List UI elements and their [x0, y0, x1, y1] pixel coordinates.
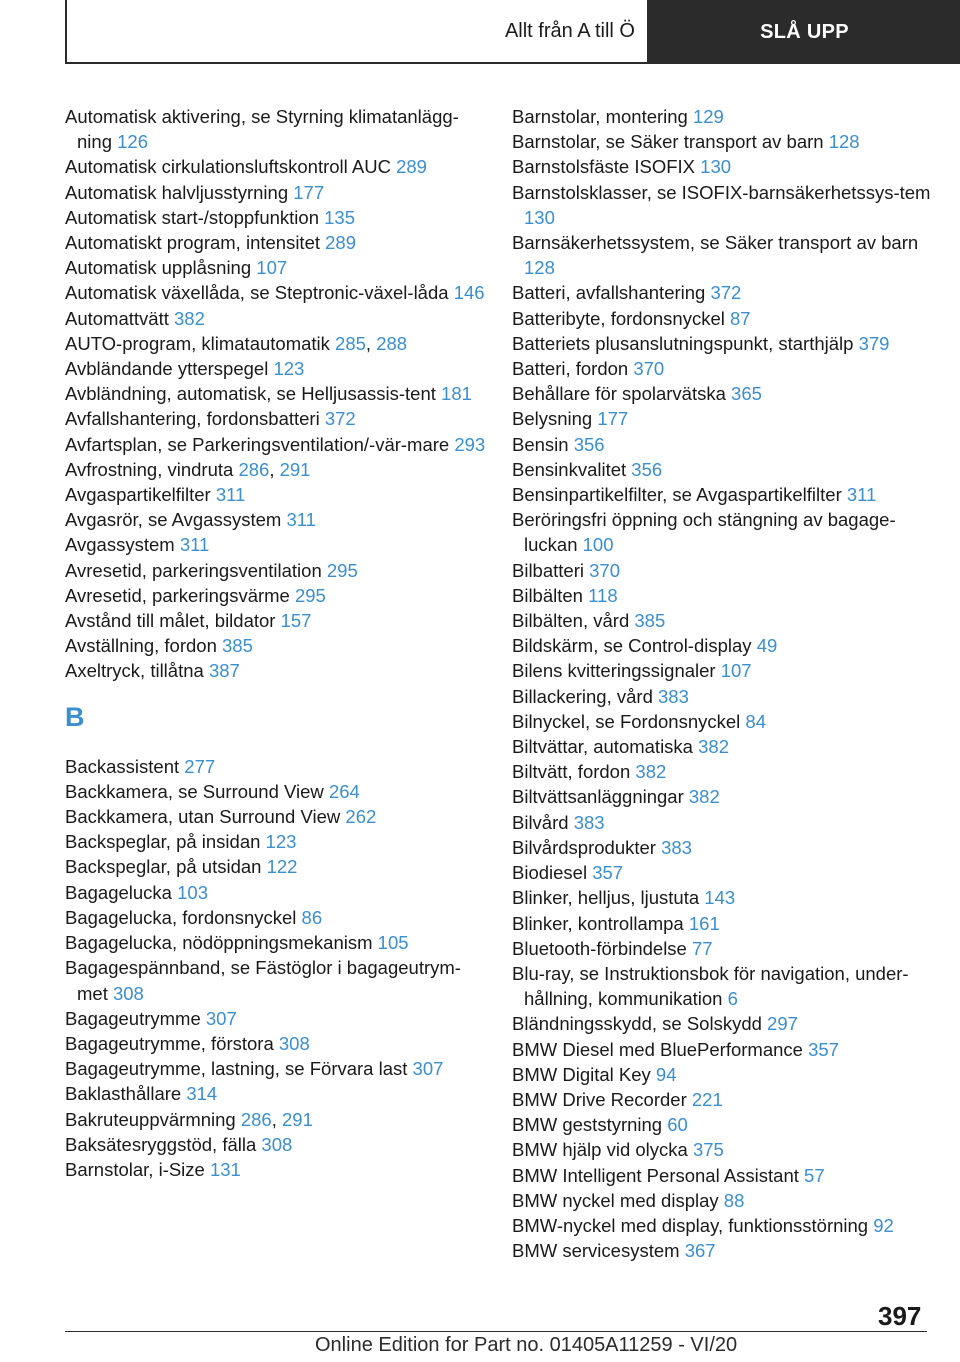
- index-entry-label: Avställning, fordon: [65, 635, 217, 657]
- index-entry: [65, 356, 490, 381]
- index-entry: [65, 1006, 490, 1031]
- top-navigation: [65, 0, 960, 64]
- index-entry: [512, 457, 942, 482]
- index-entry-label: Barnsäkerhetssystem, se Säker transport av barn: [512, 232, 919, 254]
- page-link[interactable]: 87: [730, 307, 751, 329]
- index-entry-label: Bilens kvitteringssignaler: [512, 660, 716, 682]
- index-entry: [512, 154, 942, 179]
- page-link[interactable]: 286: [238, 458, 270, 480]
- index-entry-label: Bilbatteri: [512, 559, 584, 581]
- index-entry-label: Backkamera, utan Surround View: [65, 806, 341, 828]
- index-entry-label: BMW Diesel med BluePerformance: [512, 1038, 803, 1060]
- page-link[interactable]: 126: [117, 131, 148, 153]
- page-link[interactable]: 311: [846, 484, 877, 506]
- page-link[interactable]: 264: [328, 780, 360, 802]
- index-entry: [512, 406, 942, 431]
- page-link[interactable]: 383: [661, 836, 692, 858]
- index-entry: [65, 104, 490, 154]
- index-entry: [65, 255, 490, 280]
- page-link[interactable]: 181: [441, 383, 472, 405]
- index-entry-label: Batteriets plusanslutningspunkt, starthjälp: [512, 332, 854, 354]
- index-entry: AUTO-program, klimatautomatik 285, 288: [65, 332, 408, 354]
- index-column-left: [65, 104, 490, 1182]
- index-entry: [512, 1062, 942, 1087]
- index-entry-label: Barnstolar, montering: [512, 106, 688, 127]
- index-entry: [512, 558, 942, 583]
- index-entry: [65, 854, 490, 879]
- page-link[interactable]: 161: [688, 912, 720, 934]
- index-entry: [512, 860, 942, 885]
- index-entry: [65, 779, 490, 804]
- index-entry: [65, 381, 490, 406]
- index-entry-label: BMW Drive Recorder: [512, 1088, 687, 1110]
- index-entry: [512, 810, 942, 835]
- index-entry: [512, 1238, 942, 1263]
- page-link[interactable]: 128: [828, 131, 860, 153]
- index-entry-label: Batteri, fordon: [512, 358, 629, 380]
- index-entry-label: Blinker, helljus, ljustuta: [512, 887, 700, 909]
- index-entry-label: Bilvård: [512, 811, 569, 833]
- page-link[interactable]: 177: [293, 181, 325, 203]
- page-link[interactable]: 356: [631, 458, 663, 480]
- page-link[interactable]: 143: [704, 887, 736, 909]
- page-link[interactable]: 289: [396, 156, 427, 178]
- page-link[interactable]: 382: [174, 307, 205, 329]
- index-entry-label: Avresetid, parkeringsvärme: [65, 584, 290, 606]
- index-entry-label: BMW Intelligent Personal Assistant: [512, 1164, 799, 1186]
- page-link[interactable]: 385: [222, 635, 253, 657]
- index-entry-label: Barnstolar, i-Size: [65, 1158, 205, 1180]
- index-entry-label: BMW geststyrning: [512, 1114, 663, 1136]
- index-entry: [65, 230, 490, 255]
- index-entry: Bakruteuppvärmning 286, 291: [65, 1108, 313, 1130]
- index-entry: [512, 658, 942, 683]
- page-link[interactable]: 118: [588, 584, 618, 606]
- index-entry: [65, 658, 490, 683]
- index-entry-label: Avbländning, automatisk, se Helljusassis-tent: [65, 383, 436, 405]
- index-entry-label: Belysning: [512, 408, 593, 430]
- index-entry-label: Avgaspartikelfilter: [65, 484, 211, 506]
- page-link[interactable]: 375: [692, 1139, 724, 1161]
- index-entry: [512, 1188, 942, 1213]
- page-link[interactable]: 277: [184, 755, 216, 777]
- page-link[interactable]: 130: [700, 156, 732, 178]
- index-entry-label: Avstånd till målet, bildator: [65, 610, 276, 632]
- index-entry: [512, 784, 942, 809]
- index-entry: [512, 759, 942, 784]
- index-entry-label: Baksätesryggstöd, fälla: [65, 1133, 257, 1155]
- index-entry: [65, 306, 490, 331]
- page-link[interactable]: 379: [858, 332, 890, 354]
- page-link[interactable]: 383: [573, 811, 605, 833]
- index-entry-label: Bensinkvalitet: [512, 458, 627, 480]
- index-entry: [512, 180, 942, 230]
- index-entry-label: Backassistent: [65, 755, 180, 777]
- index-entry-label: Bilbälten, vård: [512, 610, 630, 632]
- page-link[interactable]: 382: [698, 736, 729, 758]
- index-entry-label: Barnstolsfäste ISOFIX: [512, 156, 696, 178]
- index-entry-label: Automatisk upplåsning: [65, 257, 252, 279]
- index-entry-label: Avbländande ytterspegel: [65, 358, 269, 380]
- page-link[interactable]: 308: [112, 982, 144, 1004]
- index-entry: [65, 1056, 490, 1081]
- page-link[interactable]: 100: [582, 534, 614, 556]
- page-link[interactable]: 308: [278, 1032, 310, 1054]
- index-entry: [512, 432, 942, 457]
- page-link[interactable]: 94: [655, 1063, 677, 1085]
- page-link[interactable]: 383: [658, 685, 689, 707]
- index-entry: [65, 955, 490, 1005]
- page-link[interactable]: 107: [720, 660, 752, 682]
- index-entry-label: Bluetooth-förbindelse: [512, 937, 687, 959]
- index-entry-label: Beröringsfri öppning och stängning av bagage-luckan: [512, 509, 896, 556]
- page-link[interactable]: 123: [273, 358, 305, 380]
- index-entry: [512, 331, 942, 356]
- section-letter: B: [65, 701, 85, 732]
- index-entry-label: Bagagespännband, se Fästöglor i bagageutrym-met: [65, 957, 461, 1004]
- page-link[interactable]: 365: [731, 383, 762, 405]
- index-column-right: [512, 104, 942, 1263]
- page-link[interactable]: 297: [767, 1013, 798, 1035]
- page-link[interactable]: 129: [692, 106, 724, 127]
- page-link[interactable]: 128: [524, 257, 555, 279]
- index-entry: [512, 230, 942, 280]
- index-entry: [512, 885, 942, 910]
- page-link[interactable]: 382: [635, 761, 667, 783]
- index-entry-label: Bagageutrymme, lastning, se Förvara last: [65, 1058, 408, 1080]
- page-link[interactable]: 385: [634, 610, 666, 632]
- index-entry: [65, 829, 490, 854]
- index-entry-label: Avgassystem: [65, 534, 175, 556]
- page-link[interactable]: 60: [667, 1114, 688, 1136]
- index-entry-label: Avresetid, parkeringsventilation: [65, 559, 322, 581]
- index-entry: [65, 558, 490, 583]
- index-entry: [65, 180, 490, 205]
- page-link[interactable]: 86: [301, 906, 323, 928]
- page-link[interactable]: 295: [294, 584, 326, 606]
- index-entry-label: Blinker, kontrollampa: [512, 912, 684, 934]
- index-entry: [65, 608, 490, 633]
- index-entry: [512, 306, 942, 331]
- page-link[interactable]: 311: [215, 484, 246, 506]
- page-link[interactable]: 135: [324, 206, 355, 228]
- index-entry: [65, 154, 490, 179]
- footer-divider: [65, 1331, 927, 1332]
- index-entry: [512, 936, 942, 961]
- page-link[interactable]: 372: [710, 282, 742, 304]
- index-entry: [512, 129, 942, 154]
- index-entry-label: Batteribyte, fordonsnyckel: [512, 307, 725, 329]
- index-entry-label: Bildskärm, se Control-display: [512, 635, 752, 657]
- index-entry: [512, 911, 942, 936]
- page-link[interactable]: 130: [524, 206, 555, 228]
- index-entry: [512, 709, 942, 734]
- page-link[interactable]: 291: [282, 1108, 313, 1130]
- page-link[interactable]: 57: [804, 1164, 825, 1186]
- page-link[interactable]: 314: [186, 1083, 218, 1105]
- index-entry: [512, 356, 942, 381]
- page-link[interactable]: 131: [209, 1158, 241, 1180]
- tab-index-a-to-o[interactable]: Allt från A till Ö: [65, 0, 649, 64]
- index-entry: [512, 507, 942, 557]
- index-entry-label: Automatisk cirkulationsluftskontroll AUC: [65, 156, 391, 178]
- page-link[interactable]: 122: [266, 856, 298, 878]
- index-entry: [65, 406, 490, 431]
- page-link[interactable]: 288: [376, 332, 408, 354]
- index-entry: [65, 905, 490, 930]
- index-entry-label: Bagagelucka, nödöppningsmekanism: [65, 932, 373, 954]
- index-entry: [512, 104, 942, 129]
- page-link[interactable]: 357: [808, 1038, 839, 1060]
- index-entry-label: Backspeglar, på utsidan: [65, 856, 262, 878]
- index-list-b: [65, 754, 490, 1182]
- page-link[interactable]: 107: [256, 257, 288, 279]
- page-link[interactable]: 49: [756, 635, 778, 657]
- index-entry-label: Bilnyckel, se Fordonsnyckel: [512, 710, 741, 732]
- page-link[interactable]: 357: [592, 862, 624, 884]
- index-entry-label: Bakruteuppvärmning: [65, 1108, 236, 1130]
- index-entry-label: Bensinpartikelfilter, se Avgaspartikelfilter: [512, 484, 842, 506]
- page-link[interactable]: 356: [573, 433, 605, 455]
- index-entry: [512, 633, 942, 658]
- index-entry-label: Avfallshantering, fordonsbatteri: [65, 408, 320, 430]
- index-entry: [512, 1213, 942, 1238]
- page-link[interactable]: 289: [325, 232, 357, 254]
- index-entry: Avfrostning, vindruta 286, 291: [65, 458, 311, 480]
- page-link[interactable]: 370: [589, 559, 620, 581]
- index-entry-label: Avfrostning, vindruta: [65, 458, 234, 480]
- page-link[interactable]: 177: [597, 408, 629, 430]
- index-entry-label: Batteri, avfallshantering: [512, 282, 706, 304]
- index-entry-label: Bagagelucka: [65, 881, 172, 903]
- index-entry-label: Automatiskt program, intensitet: [65, 232, 320, 254]
- index-entry: [512, 684, 942, 709]
- page-link[interactable]: 105: [377, 932, 409, 954]
- index-entry-label: Avgasrör, se Avgassystem: [65, 509, 282, 531]
- index-entry: [65, 583, 490, 608]
- page-link[interactable]: 6: [727, 988, 738, 1010]
- page-link[interactable]: 387: [208, 660, 240, 682]
- index-entry-label: AUTO-program, klimatautomatik: [65, 332, 330, 354]
- page-link[interactable]: 367: [684, 1240, 716, 1262]
- index-entry: [65, 633, 490, 658]
- index-entry-label: Biltvättsanläggningar: [512, 786, 684, 808]
- index-entry-label: Biodiesel: [512, 862, 588, 884]
- index-entry: [512, 1037, 942, 1062]
- index-entry: [65, 930, 490, 955]
- index-entry: [65, 280, 490, 305]
- page-link[interactable]: 123: [265, 831, 297, 853]
- page-link[interactable]: 311: [179, 534, 210, 556]
- page-link[interactable]: 88: [723, 1189, 745, 1211]
- index-list-a: [65, 104, 490, 684]
- index-entry: [512, 583, 942, 608]
- index-entry-label: Biltvätt, fordon: [512, 761, 631, 783]
- index-entry: [512, 608, 942, 633]
- index-entry: [65, 880, 490, 905]
- index-entry-label: Bagageutrymme, förstora: [65, 1032, 274, 1054]
- page-link[interactable]: 77: [691, 937, 713, 959]
- page-link[interactable]: 84: [745, 710, 766, 732]
- index-list-right: [512, 104, 942, 1263]
- index-entry-label: BMW hjälp vid olycka: [512, 1139, 688, 1161]
- index-entry-label: Avfartsplan, se Parkeringsventilation/-vär-mare: [65, 433, 450, 455]
- footer-edition-text: Online Edition for Part no. 01405A11259 - VI/20: [315, 1334, 738, 1356]
- index-entry-label: Automattvätt: [65, 307, 169, 329]
- index-entry-label: Bagagelucka, fordonsnyckel: [65, 906, 297, 928]
- index-entry-label: Bilvårdsprodukter: [512, 836, 656, 858]
- page-link[interactable]: 382: [688, 786, 720, 808]
- index-entry-label: Backkamera, se Surround View: [65, 780, 324, 802]
- index-entry-label: Automatisk start-/stoppfunktion: [65, 206, 319, 228]
- index-entry-label: Barnstolar, se Säker transport av barn: [512, 131, 824, 153]
- index-entry: [65, 532, 490, 557]
- index-entry-label: Automatisk halvljusstyrning: [65, 181, 289, 203]
- index-entry: [512, 1011, 942, 1036]
- index-entry-label: BMW nyckel med display: [512, 1189, 719, 1211]
- page-link[interactable]: 262: [345, 806, 377, 828]
- page-link[interactable]: 157: [280, 610, 312, 632]
- index-entry: [65, 482, 490, 507]
- page-link[interactable]: 291: [279, 458, 311, 480]
- index-entry: [65, 205, 490, 230]
- index-entry: [512, 835, 942, 860]
- page-link[interactable]: 295: [326, 559, 358, 581]
- index-entry: [65, 754, 490, 779]
- index-entry: [65, 1157, 490, 1182]
- index-entry: [512, 1087, 942, 1112]
- index-entry-label: Automatisk aktivering, se Styrning klimatanlägg-ning: [65, 106, 459, 153]
- page-link[interactable]: 285: [335, 332, 366, 354]
- index-entry-label: Biltvättar, automatiska: [512, 736, 693, 758]
- index-entry-label: Barnstolsklasser, se ISOFIX-barnsäkerhetssys-tem: [512, 181, 931, 203]
- index-entry-label: Bilbälten: [512, 584, 583, 606]
- page-link[interactable]: 146: [453, 282, 485, 304]
- page-link[interactable]: 286: [240, 1108, 272, 1130]
- index-entry-label: BMW servicesystem: [512, 1240, 680, 1262]
- index-entry: [65, 804, 490, 829]
- index-entry-label: Automatisk växellåda, se Steptronic-växel-låda: [65, 282, 449, 304]
- index-entry: [65, 1132, 490, 1157]
- index-entry-label: Bländningsskydd, se Solskydd: [512, 1013, 762, 1035]
- page-link[interactable]: 307: [205, 1007, 237, 1029]
- page-link[interactable]: 372: [324, 408, 356, 430]
- index-entry-label: Blu-ray, se Instruktionsbok för navigation, under-hållning, kommunikation: [512, 962, 909, 1010]
- page-link[interactable]: 311: [286, 509, 316, 531]
- index-entry: [65, 1031, 490, 1056]
- index-entry-label: BMW Digital Key: [512, 1063, 651, 1085]
- index-entry-label: Bensin: [512, 433, 569, 455]
- index-entry: [65, 432, 490, 457]
- index-entry: [65, 507, 490, 532]
- index-entry-label: Billackering, vård: [512, 685, 653, 707]
- index-entry: [512, 1112, 942, 1137]
- page-link[interactable]: 293: [454, 433, 486, 455]
- index-entry: [512, 482, 942, 507]
- index-entry: [512, 1163, 942, 1188]
- page-link[interactable]: 370: [633, 358, 665, 380]
- index-entry-label: Baklasthållare: [65, 1083, 182, 1105]
- index-entry-label: Behållare för spolarvätska: [512, 383, 726, 405]
- page-link[interactable]: 221: [691, 1088, 723, 1110]
- page-link[interactable]: 103: [177, 881, 208, 903]
- index-entry: [512, 734, 942, 759]
- index-entry: [512, 280, 942, 305]
- page-link[interactable]: 92: [873, 1214, 894, 1236]
- index-entry-label: Axeltryck, tillåtna: [65, 660, 204, 682]
- index-entry: [512, 381, 942, 406]
- index-entry-label: Bagageutrymme: [65, 1007, 201, 1029]
- index-entry-label: BMW-nyckel med display, funktionsstörning: [512, 1214, 869, 1236]
- page-number: 397: [878, 1301, 922, 1331]
- index-entry-label: Backspeglar, på insidan: [65, 831, 261, 853]
- tab-lookup[interactable]: SLÅ UPP: [649, 0, 960, 64]
- index-entry: [512, 1137, 942, 1162]
- index-entry: [65, 1081, 490, 1106]
- index-entry: [512, 961, 942, 1011]
- page-link[interactable]: 307: [412, 1058, 444, 1080]
- page-link[interactable]: 308: [261, 1133, 293, 1155]
